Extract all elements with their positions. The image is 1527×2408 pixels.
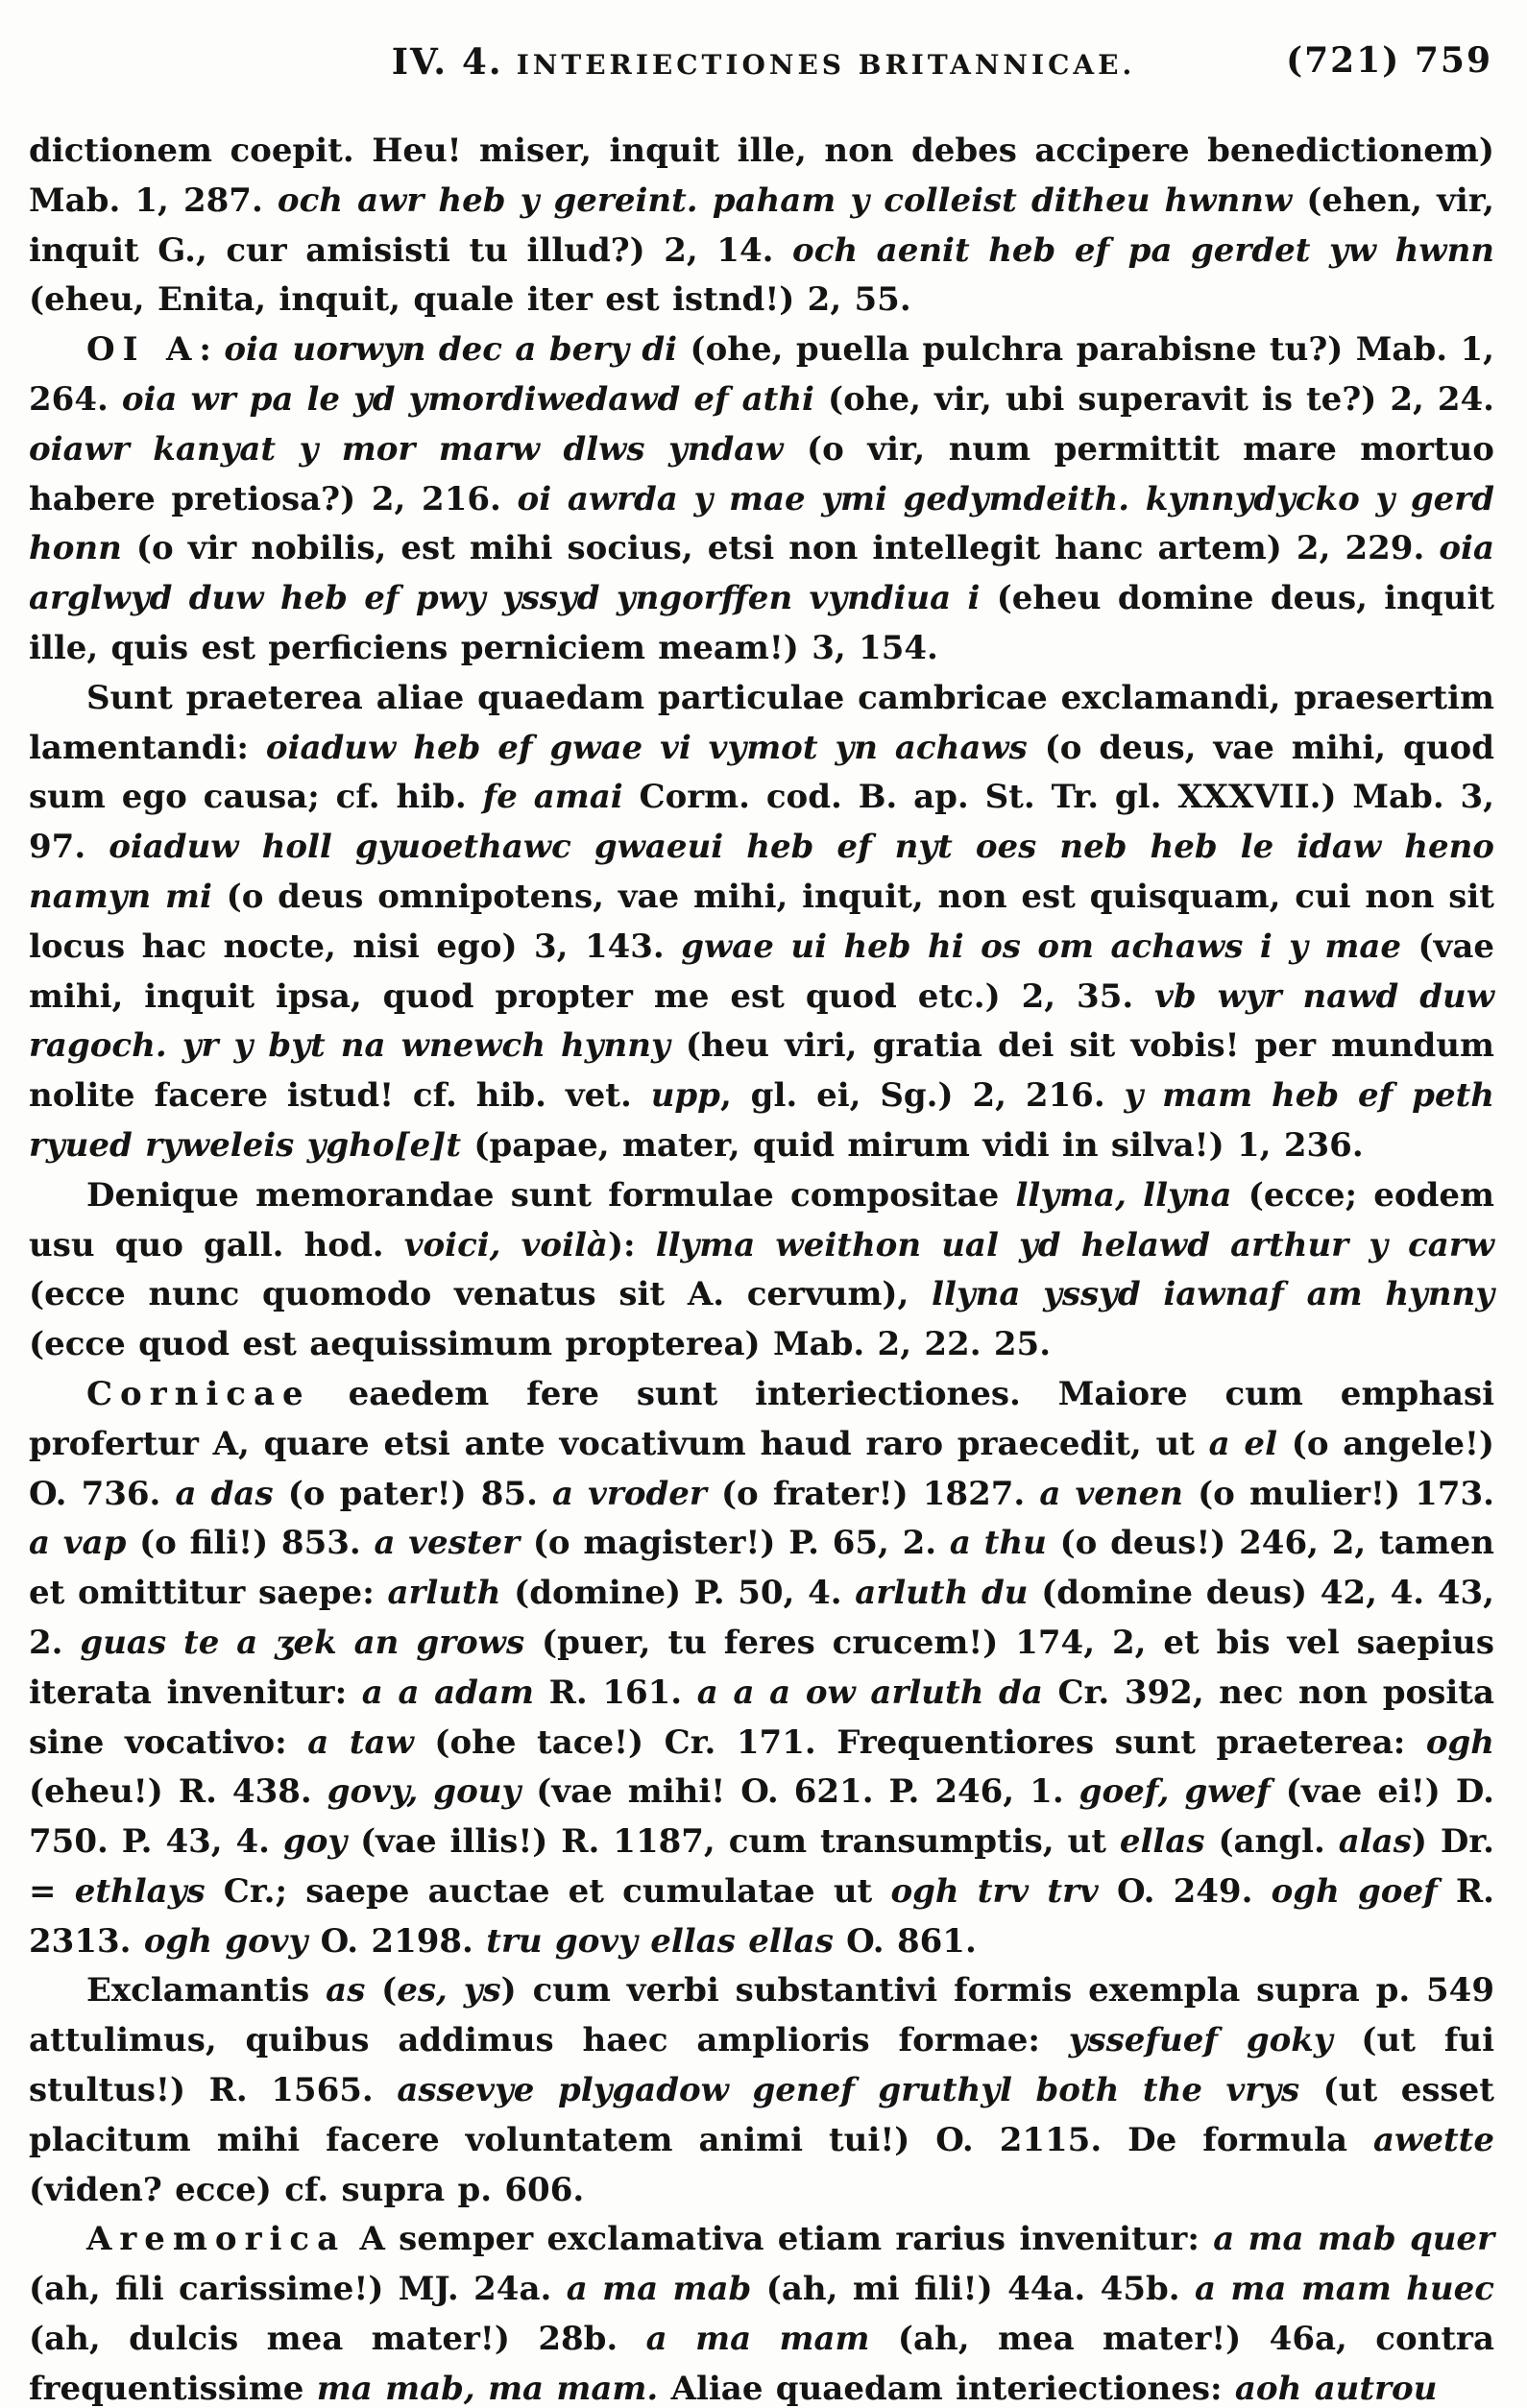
paragraph — [29, 2215, 1494, 2408]
text-segment: (o deus!) 246, 2, tamen et omittitur saepe: — [29, 1524, 1495, 1613]
text-segment: a ma mab quer — [1213, 2220, 1494, 2259]
text-segment: eaedem fere sunt interiectiones. Maiore cum emphasi profertur A, quare etsi ante vocativum haud raro praecedit, ut — [29, 1374, 1494, 1463]
text-segment: (o deus omnipotens, vae mihi, inquit, non est quisquam, cui non sit locus hac nocte, nisi ego) 3, 143. — [29, 877, 1495, 966]
text-segment: ) cum verbi substantivi formis exempla supra p. 549 attulimus, quibus addimus haec amplioris formae: — [29, 1971, 1494, 2060]
text-segment: oia arglwyd duw heb ef pwy yssyd yngorffen vyndiua i — [29, 529, 1494, 618]
text-segment: tru govy ellas ellas — [486, 1921, 834, 1961]
text-segment: a ma mam huec — [1194, 2270, 1494, 2309]
text-segment: (eheu, Enita, inquit, quale iter est istnd!) 2, 55. — [29, 280, 911, 320]
text-segment: ogh — [1425, 1722, 1495, 1762]
text-segment: (ah, mea mater!) 46a, contra frequentissime — [29, 2320, 1494, 2408]
text-segment: (vae mihi! O. 621. P. 246, 1. — [521, 1772, 1079, 1812]
text-segment: upp — [650, 1076, 720, 1116]
text-segment: (ah, dulcis mea mater!) 28b. — [29, 2320, 646, 2359]
text-segment: (o frater!) 1827. — [706, 1474, 1040, 1513]
text-segment: arluth — [387, 1574, 501, 1613]
text-segment: (angl. — [1204, 1822, 1339, 1862]
text-segment: a taw — [307, 1722, 414, 1762]
text-segment: guas te a ʒek an grows — [80, 1623, 525, 1662]
paragraph — [29, 127, 1494, 325]
chapter-title: INTERIECTIONES BRITANNICAE. — [516, 49, 1136, 81]
text-segment: (ecce nunc quomodo venatus sit A. cervum), — [29, 1275, 933, 1314]
text-segment: O. 861. — [833, 1921, 977, 1961]
text-segment: O. 249. — [1098, 1871, 1272, 1911]
text-segment: voici, voilà — [403, 1225, 608, 1264]
text-segment: Aremorica — [86, 2220, 347, 2259]
text-segment: awette — [1373, 2120, 1494, 2159]
text-segment: R. 2313. — [29, 1871, 1495, 1961]
text-segment: (ohe, vir, ubi superavit is te?) 2, 24. — [813, 379, 1494, 419]
text-segment: A semper exclamativa etiam rarius invenitur: — [346, 2220, 1214, 2259]
paragraph — [29, 1370, 1494, 1967]
text-segment: as — [326, 1971, 366, 2011]
text-segment: a thu — [949, 1524, 1047, 1563]
text-segment: dictionem coepit. Heu! miser, inquit ille, non debes accipere benedictionem) Mab. 1, 287. — [29, 132, 1494, 220]
text-segment: a vap — [29, 1524, 127, 1563]
chapter-section-number: IV. 4. — [391, 40, 503, 83]
running-head — [0, 40, 1527, 96]
text-segment: Sunt praeterea aliae quaedam particulae cambricae exclamandi, praesertim lamentandi: — [29, 678, 1494, 767]
text-segment: (o deus, vae mihi, quod sum ego causa; cf. hib. — [29, 728, 1495, 817]
text-segment: ma mab, ma mam. — [316, 2369, 659, 2408]
text-segment: vb wyr nawd duw ragoch. yr y byt na wnewch hynny — [29, 976, 1495, 1066]
text-segment: (ah, fili carissime!) MJ. 24a. — [29, 2270, 567, 2309]
text-segment: (ohe, puella pulchra parabisne tu?) Mab. 1, 264. — [29, 330, 1495, 419]
text-segment: oia wr pa le yd ymordiwedawd ef athi — [121, 379, 814, 419]
text-segment: assevye plygadow genef gruthyl both the vrys — [397, 2071, 1300, 2110]
text-segment: (viden? ecce) cf. supra p. 606. — [29, 2170, 585, 2209]
text-segment: ): — [607, 1225, 656, 1264]
text-segment: (o magister!) P. 65, 2. — [520, 1524, 950, 1563]
text-segment: llyna yssyd iawnaf am hynny — [932, 1275, 1494, 1314]
text-segment: oia uorwyn dec a bery di — [224, 330, 678, 370]
text-segment: och awr heb y gereint. paham y colleist ditheu hwnnw — [277, 181, 1293, 220]
text-segment: (vae illis!) R. 1187, cum transumptis, ut — [347, 1822, 1120, 1862]
text-segment: alas — [1338, 1822, 1412, 1862]
text-segment: es, ys — [397, 1971, 501, 2011]
text-segment: ellas — [1119, 1822, 1205, 1862]
text-segment: oiaduw holl gyuoethawc gwaeui heb ef nyt oes neb heb le idaw heno namyn mi — [29, 828, 1494, 916]
text-segment: Cr.; saepe auctae et cumulatae ut — [205, 1871, 891, 1911]
text-segment: oi awrda y mae ymi gedymdeith. kynnydycko y gerd honn — [29, 479, 1494, 568]
text-segment: a das — [175, 1474, 274, 1513]
text-segment: (domine deus) 42, 4. 43, 2. — [29, 1574, 1494, 1662]
text-segment: a venen — [1039, 1474, 1183, 1513]
text-segment: a vester — [374, 1524, 521, 1563]
text-segment: och aenit heb ef pa gerdet yw hwnn — [792, 230, 1495, 270]
text-segment: ogh goef — [1271, 1871, 1438, 1911]
text-segment: goy — [282, 1822, 348, 1862]
text-segment: Cr. 392, nec non posita sine vocativo: — [29, 1673, 1495, 1762]
text-segment: aoh autrou — [1234, 2369, 1438, 2408]
text-segment: arluth du — [855, 1574, 1029, 1613]
text-segment: fe amai — [482, 778, 623, 817]
text-segment: Denique memorandae sunt formulae compositae — [86, 1175, 1016, 1215]
text-segment: ethlays — [74, 1871, 206, 1911]
text-segment: (vae mihi, inquit ipsa, quod propter me est quod etc.) 2, 35. — [29, 927, 1494, 1016]
text-segment: (domine) P. 50, 4. — [500, 1574, 856, 1613]
text-body — [29, 127, 1494, 2408]
text-segment: (o vir, num permittit mare mortuo habere pretiosa?) 2, 216. — [29, 429, 1494, 518]
paragraph — [29, 325, 1494, 674]
text-segment: gwae ui heb hi os om achaws i y mae — [681, 927, 1402, 966]
text-segment: y mam heb ef peth ryued ryweleis ygho[e]t — [29, 1076, 1495, 1165]
text-segment: (puer, tu feres crucem!) 174, 2, et bis vel saepius iterata invenitur: — [29, 1623, 1494, 1712]
text-segment: (ut fui stultus!) R. 1565. — [29, 2021, 1494, 2110]
text-segment: govy, gouy — [327, 1772, 521, 1812]
text-segment: a a adam — [361, 1673, 534, 1712]
paragraph — [29, 674, 1494, 1171]
text-segment: (vae ei!) D. 750. P. 43, 4. — [29, 1772, 1495, 1862]
text-segment: llyma, llyna — [1015, 1175, 1232, 1215]
text-segment: (ecce; eodem usu quo gall. hod. — [29, 1175, 1494, 1264]
text-segment: goef, gwef — [1079, 1772, 1271, 1812]
text-segment: Corm. cod. B. ap. St. Tr. gl. XXXVII.) Mab. 3, 97. — [29, 778, 1495, 867]
text-segment: (eheu!) R. 438. — [29, 1772, 327, 1812]
text-segment: a el — [1208, 1424, 1277, 1463]
text-segment: (papae, mater, quid mirum vidi in silva!) 1, 236. — [461, 1125, 1364, 1165]
text-segment: R. 161. — [533, 1673, 697, 1712]
text-segment: (ecce quod est aequissimum propterea) Mab. 2, 22. 25. — [29, 1325, 1052, 1364]
text-segment: oiawr kanyat y mor marw dlws yndaw — [29, 429, 784, 469]
text-segment: (ehen, vir, inquit G., cur amisisti tu illud?) 2, 14. — [29, 181, 1495, 270]
text-segment: ogh govy — [143, 1921, 308, 1961]
text-segment: Exclamantis — [86, 1971, 327, 2011]
text-segment: OI A — [86, 330, 200, 370]
text-segment: ) Dr. = — [29, 1822, 1494, 1911]
text-segment: yssefuef goky — [1068, 2021, 1333, 2060]
text-segment: ( — [365, 1971, 398, 2011]
text-segment: (o pater!) 85. — [273, 1474, 553, 1513]
text-segment: (o fili!) 853. — [126, 1524, 375, 1563]
text-segment: a a a ow arluth da — [696, 1673, 1043, 1712]
text-segment: (o vir nobilis, est mihi socius, etsi non intellegit hanc artem) 2, 229. — [121, 529, 1440, 568]
text-segment: a ma mam — [645, 2320, 870, 2359]
paragraph — [29, 1966, 1494, 2215]
text-segment: llyma weithon ual yd helawd arthur y carw — [655, 1225, 1495, 1264]
text-segment: (ah, mi fili!) 44a. 45b. — [751, 2270, 1195, 2309]
text-segment: Cornicae — [86, 1374, 311, 1413]
text-segment: Aliae quaedam interiectiones: — [658, 2369, 1235, 2408]
text-segment: (eheu domine deus, inquit ille, quis est perficiens perniciem meam!) 3, 154. — [29, 579, 1494, 667]
text-segment: (ohe tace!) Cr. 171. Frequentiores sunt praeterea: — [413, 1722, 1426, 1762]
text-segment: (o angele!) O. 736. — [29, 1424, 1494, 1513]
text-segment: : — [199, 330, 225, 370]
text-segment: (o mulier!) 173. — [1182, 1474, 1494, 1513]
page-number: (721) 759 — [1286, 40, 1492, 81]
text-segment: oiaduw heb ef gwae vi vymot yn achaws — [265, 728, 1028, 767]
paragraph — [29, 1171, 1494, 1370]
text-segment: ogh trv trv — [890, 1871, 1099, 1911]
text-segment: (ut esset placitum mihi facere voluntatem animi tui!) O. 2115. De formula — [29, 2071, 1495, 2159]
text-segment: a vroder — [552, 1474, 707, 1513]
text-segment: , gl. ei, Sg.) 2, 216. — [719, 1076, 1125, 1116]
text-segment: a ma mab — [566, 2270, 752, 2309]
text-segment: O. 2198. — [307, 1921, 487, 1961]
text-segment: (heu viri, gratia dei sit vobis! per mundum nolite facere istud! cf. hib. vet. — [29, 1026, 1494, 1116]
